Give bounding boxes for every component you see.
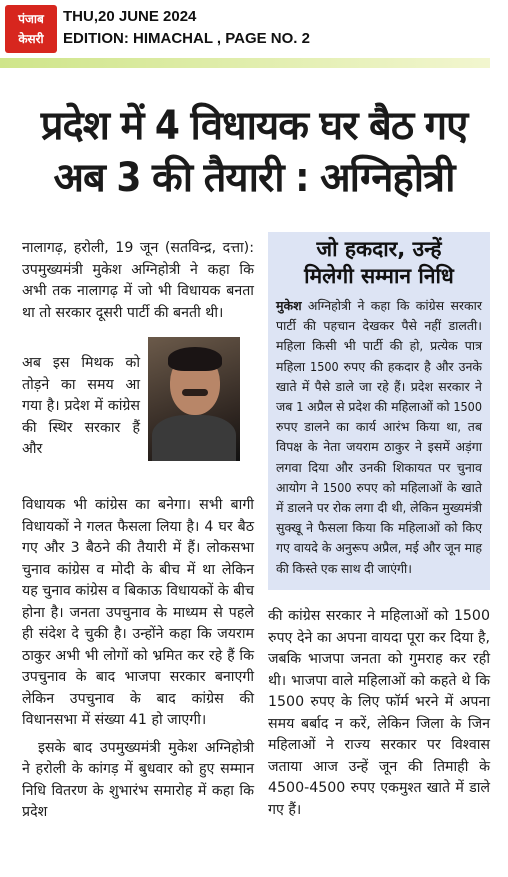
headline bbox=[0, 100, 508, 204]
article-para3: विधायक भी कांग्रेस का बनेगा। सभी बागी विधायकों ने गलत फैसला लिया है। 4 घर बैठ गए और 3 बैठने की तैयारी में हैं। लोकसभा चुनाव कांग्रेस व मोदी के बीच में था लेकिन यह चुनाव कांग्रेस व बिकाऊ विधायकों के बीच होना है। जनता उपचुनाव के माध्यम से पहले ही संदेश दे चुकी है। उन्होंने कहा कि जयराम ठाकुर अभी भी लोगों को भ्रमित कर रहे हैं कि उपचुनाव के बाद भाजपा सरकार बनाएगी लेकिन उपचुनाव के बाद कांग्रेस की विधानसभा में संख्या 41 हो जाएगी। bbox=[22, 497, 254, 728]
publication-date: THU,20 JUNE 2024 bbox=[63, 8, 197, 25]
article-para1: नालागढ़, हरोली, 19 जून (सतविन्द्र, दत्ता): उपमुख्यमंत्री मुकेश अग्निहोत्री ने कहा कि अभी तक नालागढ़ में जो भी विधायक बनता था तो सरकार दूसरी पार्टी की बनती थी। bbox=[22, 240, 254, 321]
logo-line1: पंजाब bbox=[18, 12, 44, 26]
article-column-top bbox=[22, 238, 254, 324]
sidebar-title-line2: मिलेगी सम्मान निधि bbox=[304, 264, 454, 288]
headline-line2: अब 3 की तैयारी : अग्निहोत्री bbox=[53, 155, 455, 201]
article-para4: इसके बाद उपमुख्यमंत्री मुकेश अग्निहोत्री ने हरोली के कांगड़ में बुधवार को हुए सम्मान निधि वितरण के शुभारंभ समारोह में कहा कि प्रदेश bbox=[22, 739, 254, 820]
sidebar-body bbox=[276, 296, 482, 579]
sidebar-title bbox=[268, 236, 490, 290]
sidebar-title-line1: जो हकदार, उन्हें bbox=[316, 237, 442, 261]
sidebar-text: अग्निहोत्री ने कहा कि कांग्रेस सरकार पार्टी की पहचान देखकर पैसे नहीं डालती। महिला किसी भी पार्टी की हो, प्रत्येक पात्र महिला 1500 रुपए की हकदार है और उनके खाते में पैसे डाले जा रहे हैं। प्रदेश सरकार ने जब 1 अप्रैल से प्रदेश की महिलाओं को 1500 रुपए डालने का कार्य आरंभ किया था, तब विपक्ष के नेता जयराम ठाकुर ने इसमें अड़ंगा लगवा दिया और उनकी शिकायत पर चुनाव आयोग ने 1500 रुपए को महिलाओं के खाते में डालने पर रोक लगा दी थी, लेकिन मुख्यमंत्री सुक्खू ने फैसला किया कि महिलाओं को किए गए वायदे के अनुरूप अप्रैल, मई और जून माह की किस्ते एक साथ दी जाएंगी। bbox=[276, 298, 482, 576]
punjab-kesari-logo bbox=[5, 5, 57, 53]
article-column-beside-photo bbox=[22, 353, 140, 461]
sidebar-lead: मुकेश bbox=[276, 298, 302, 313]
edition-info: EDITION: HIMACHAL , PAGE NO. 2 bbox=[63, 30, 310, 47]
article-para2: अब इस मिथक को तोड़ने का समय आ गया है। प्रदेश में कांग्रेस की स्थिर सरकार हैं और bbox=[22, 355, 140, 457]
article-column-bottom bbox=[22, 495, 254, 824]
mukesh-agnihotri-photo bbox=[148, 337, 240, 461]
headline-line1: प्रदेश में 4 विधायक घर बैठ गए bbox=[40, 103, 468, 149]
header-divider-strip bbox=[0, 58, 490, 68]
article-continued-column bbox=[268, 606, 490, 821]
article-continued: की कांग्रेस सरकार ने महिलाओं को 1500 रुपए देने का अपना वायदा पूरा कर दिया है, जबकि भाजपा जनता को गुमराह कर रही थी। भाजपा वाले महिलाओं को कहते थे कि 1500 रुपए के लिए फॉर्म भरने में अपना समय बर्बाद न करें, लेकिन जिला के जिन महिलाओं ने राज्य सरकार पर विश्वास जताया आज उन्हें जून की तिमाही के 4500-4500 रुपए एकमुश्त खाते में डाले गए हैं। bbox=[268, 608, 490, 818]
masthead bbox=[0, 0, 508, 58]
logo-line2: केसरी bbox=[18, 32, 44, 46]
sidebar-box bbox=[268, 232, 490, 590]
